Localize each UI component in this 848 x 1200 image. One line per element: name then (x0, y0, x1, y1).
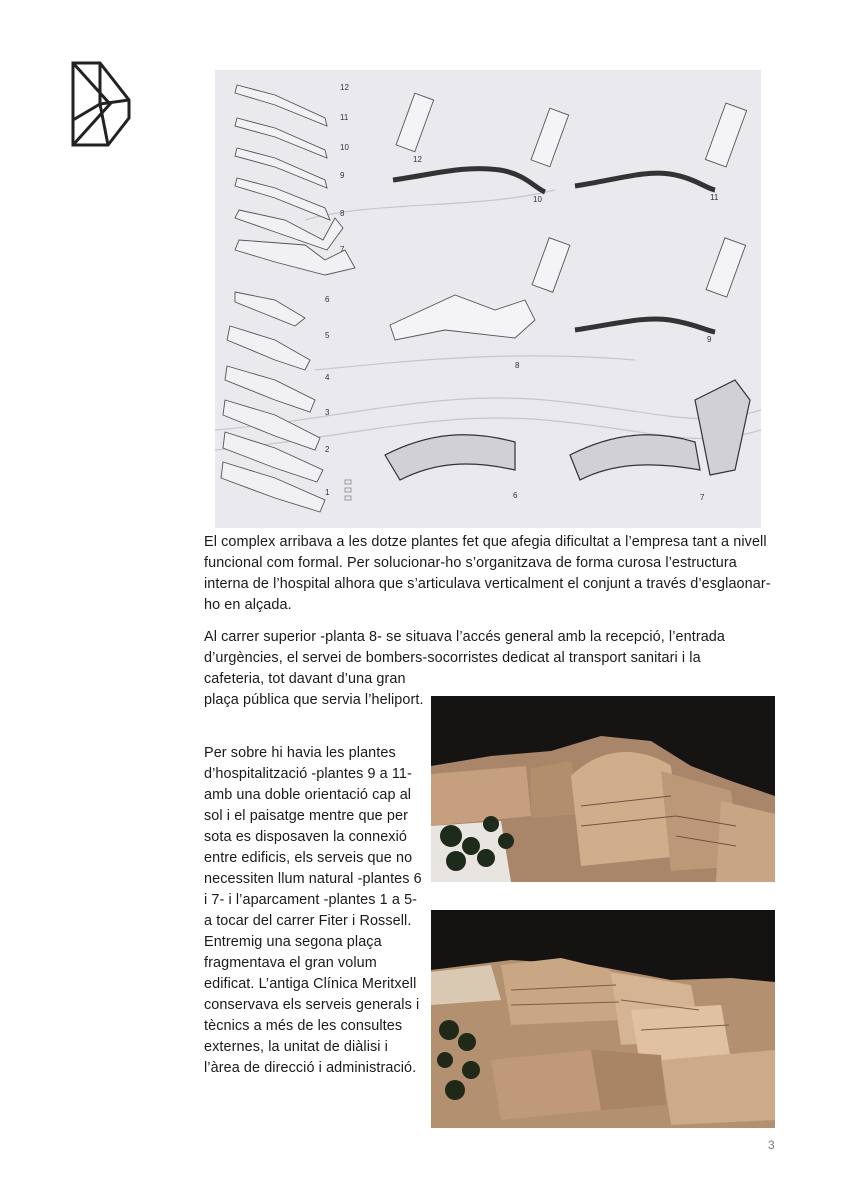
body-paragraph-1 (204, 532, 784, 616)
svg-text:3: 3 (325, 408, 330, 417)
page-number: 3 (768, 1138, 775, 1152)
svg-text:11: 11 (340, 113, 349, 122)
model-photo-2 (431, 910, 775, 1128)
paragraph-text: cafeteria, tot davant d’una gran plaça pública que servia l’heliport. (204, 671, 424, 708)
lower-plans (385, 380, 750, 480)
brand-monogram-icon (70, 60, 132, 148)
paragraph-text: Per sobre hi havia les plantes d’hospitalització -plantes 9 a 11- amb una doble orientació cap al sol i el paisatge mentre que per sota es disposaven la connexió entre edificis, els serveis que no necessiten llum natural -plantes 6 i 7- i l’aparcament -plantes 1 a 5- a tocar del carrer Fiter i Rossell. Entremig una segona plaça fragmentava el gran volum edificat. L’antiga Clínica Meritxell conservava els serveis generals i tècnics a més de les consultes externes, la unitat de diàlisi i l’àrea de direcció i administració. (204, 745, 422, 1076)
svg-text:2: 2 (325, 445, 330, 454)
body-paragraph-2 (204, 627, 784, 669)
svg-text:8: 8 (515, 361, 520, 370)
svg-text:6: 6 (513, 491, 518, 500)
svg-text:7: 7 (700, 493, 705, 502)
svg-text:9: 9 (707, 335, 712, 344)
svg-text:12: 12 (340, 83, 349, 92)
svg-text:5: 5 (325, 331, 330, 340)
svg-text:4: 4 (325, 373, 330, 382)
paragraph-text: El complex arribava a les dotze plantes fet que afegia dificultat a l’empresa tant a nivell funcional com formal. Per solucionar-ho s’organitzava de forma curosa l’estructura interna de l’hospital alhora que s’articulava verticalment el conjunt a través d’esglaonar-ho en alçada. (204, 534, 771, 613)
body-paragraph-2-continued (204, 669, 426, 711)
svg-text:6: 6 (325, 295, 330, 304)
svg-text:7: 7 (340, 245, 345, 254)
svg-text:12: 12 (413, 155, 422, 164)
svg-text:1: 1 (325, 488, 330, 497)
floor-slabs-left (221, 85, 355, 512)
body-paragraph-3 (204, 743, 426, 1079)
paragraph-text: Al carrer superior -planta 8- se situava l’accés general amb la recepció, l’entrada d’urgències, el servei de bombers-socorristes dedicat al transport sanitari i la (204, 629, 726, 666)
svg-text:8: 8 (340, 209, 345, 218)
svg-text:10: 10 (340, 143, 349, 152)
model-photo-1 (431, 696, 775, 882)
floor-plan-diagram (215, 70, 761, 528)
svg-text:11: 11 (710, 193, 719, 202)
svg-text:10: 10 (533, 195, 542, 204)
floor-plan-figure (215, 70, 761, 528)
svg-text:9: 9 (340, 171, 345, 180)
